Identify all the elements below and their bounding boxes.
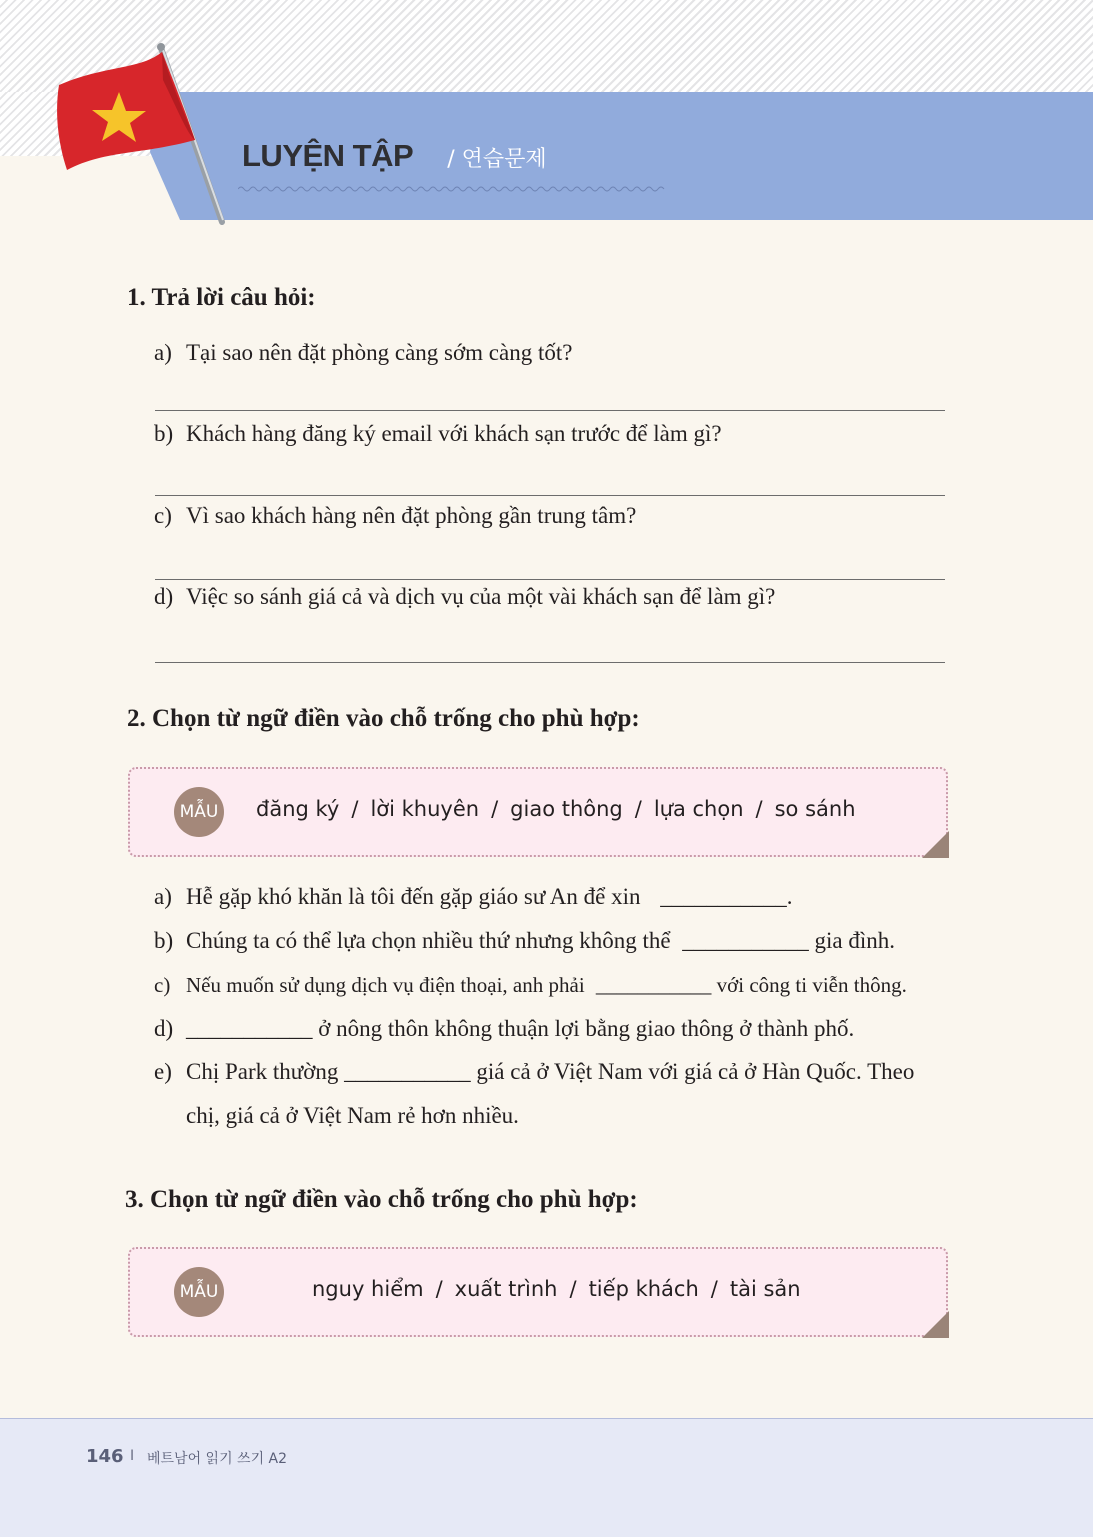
page-title: LUYỆN TẬP [242,138,414,173]
fill-item-b [154,928,895,954]
fill-text-before: Hễ gặp khó khăn là tôi đến gặp giáo sư An để xin [186,884,641,909]
section3-title: 3. Chọn từ ngữ điền vào chỗ trống cho phù hợp: [125,1186,638,1213]
fill-text-after: với công ti viễn thông. [716,973,907,997]
word-item: lời khuyên [370,797,480,821]
answer-line-a[interactable] [155,410,945,411]
word-item: xuất trình [454,1277,558,1301]
word-separator: / [491,797,499,821]
title-underline [238,184,668,194]
fill-text-after: gia đình. [814,928,896,953]
mau-badge: MẪU [174,787,224,837]
fill-label: e) [154,1059,172,1084]
question-label: a) [154,340,172,365]
page-subtitle: / 연습문제 [447,147,547,172]
fill-blank[interactable]: ___________ [682,928,809,953]
fill-text-before: Chúng ta có thể lựa chọn nhiều thứ nhưng không thể [186,928,671,953]
word-item: tài sản [729,1277,801,1301]
answer-line-b[interactable] [155,495,945,496]
answer-line-d[interactable] [155,662,945,663]
word-separator: / [435,1277,443,1301]
footer-separator: I [130,1448,135,1464]
fill-label: b) [154,928,174,953]
word-list-3 [312,1277,801,1301]
question-label: d) [154,584,174,609]
word-item: lựa chọn [653,797,744,821]
word-bank-3 [128,1247,948,1337]
answer-line-c[interactable] [155,579,945,580]
word-item: tiếp khách [588,1277,699,1301]
folded-corner [922,831,949,858]
word-separator: / [351,797,359,821]
question-a [154,340,572,366]
fill-text-before: Chị Park thường [186,1059,339,1084]
question-c [154,503,636,529]
fill-item-e [154,1059,914,1085]
fill-item-c [154,973,907,998]
fill-blank[interactable]: ___________ [595,973,712,997]
book-title: 베트남어 읽기 쓰기 A2 [147,1451,288,1467]
fill-text-before: Nếu muốn sử dụng dịch vụ điện thoại, anh phải [186,973,585,997]
word-item: đăng ký [256,797,340,821]
page-header [242,138,547,174]
page-footer [0,1418,1093,1537]
word-bank-2 [128,767,948,857]
question-text: Việc so sánh giá cả và dịch vụ của một vài khách sạn để làm gì? [186,584,776,609]
word-separator: / [710,1277,718,1301]
folded-corner [922,1311,949,1338]
fill-item-d [154,1016,854,1042]
question-b [154,421,722,447]
question-text: Tại sao nên đặt phòng càng sớm càng tốt? [186,340,573,365]
section1-title: 1. Trả lời câu hỏi: [127,284,316,311]
fill-label: d) [154,1016,174,1041]
word-item: so sánh [774,797,856,821]
fill-item-e-continued: chị, giá cả ở Việt Nam rẻ hơn nhiều. [186,1103,519,1128]
page-number: 146 [86,1446,124,1467]
word-list-2 [256,797,856,821]
word-item: giao thông [510,797,623,821]
fill-item-a [154,884,793,910]
question-d [154,584,775,610]
fill-text-after: giá cả ở Việt Nam với giá cả ở Hàn Quốc. Theo [476,1059,915,1084]
mau-badge: MẪU [174,1267,224,1317]
fill-label: a) [154,884,172,909]
question-text: Khách hàng đăng ký email với khách sạn trước để làm gì? [186,421,722,446]
question-label: c) [154,503,172,528]
question-text: Vì sao khách hàng nên đặt phòng gần trung tâm? [186,503,637,528]
word-item: nguy hiểm [312,1277,424,1301]
question-label: b) [154,421,174,446]
fill-text-after: ở nông thôn không thuận lợi bằng giao thông ở thành phố. [318,1016,855,1041]
fill-blank[interactable]: ___________ [344,1059,471,1084]
word-separator: / [755,797,763,821]
vietnam-flag-icon [45,40,245,230]
section2-title: 2. Chọn từ ngữ điền vào chỗ trống cho phù hợp: [127,705,640,732]
fill-blank[interactable]: ___________ [186,1016,313,1041]
word-separator: / [634,797,642,821]
fill-text-after: . [786,884,793,909]
fill-label: c) [154,973,171,997]
word-separator: / [569,1277,577,1301]
fill-blank[interactable]: ___________ [660,884,787,909]
